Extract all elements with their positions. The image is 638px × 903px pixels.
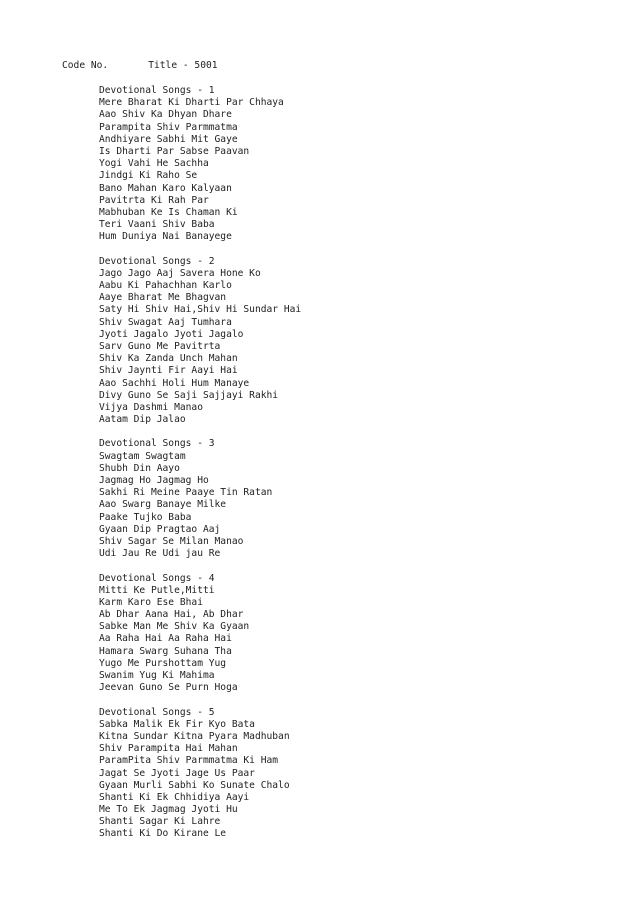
song-title: Shiv Parampita Hai Mahan xyxy=(99,743,238,755)
song-title: Aao Swarg Banaye Milke xyxy=(99,499,227,511)
title-label: Title - 5001 xyxy=(148,60,218,71)
song-title: Vijya Dashmi Manao xyxy=(99,401,203,413)
song-title: Karm Karo Ese Bhai xyxy=(99,596,203,608)
song-title: Ab Dhar Aana Hai, Ab Dhar xyxy=(99,609,244,621)
song-title: Teri Vaani Shiv Baba xyxy=(99,219,215,231)
song-title: Aatam Dip Jalao xyxy=(99,414,186,426)
song-section xyxy=(99,573,619,695)
song-section xyxy=(99,707,619,841)
song-title: Yugo Me Purshottam Yug xyxy=(99,657,227,669)
song-title: Shanti Sagar Ki Lahre xyxy=(99,816,221,828)
section-heading: Devotional Songs - 4 xyxy=(99,572,215,584)
song-title: Mabhuban Ke Is Chaman Ki xyxy=(99,206,238,218)
song-title: Aao Shiv Ka Dhyan Dhare xyxy=(99,109,232,121)
song-title: Gyaan Dip Pragtao Aaj xyxy=(99,523,221,535)
song-title: Saty Hi Shiv Hai,Shiv Hi Sundar Hai xyxy=(99,304,302,316)
song-title: Swanim Yug Ki Mahima xyxy=(99,670,215,681)
song-title: Mere Bharat Ki Dharti Par Chhaya xyxy=(99,97,284,109)
song-title: Pavitrta Ki Rah Par xyxy=(99,194,209,206)
song-title: Parampita Shiv Parmmatma xyxy=(99,121,238,133)
document-header xyxy=(62,60,218,72)
song-title: Yogi Vahi He Sachha xyxy=(99,158,209,170)
song-list xyxy=(99,85,619,853)
song-title: Aabu Ki Pahachhan Karlo xyxy=(99,280,232,291)
song-title: Shanti Ki Do Kirane Le xyxy=(99,828,227,840)
song-title: Aa Raha Hai Aa Raha Hai xyxy=(99,633,232,645)
song-title: Jyoti Jagalo Jyoti Jagalo xyxy=(99,328,244,340)
song-title: Shiv Jaynti Fir Aayi Hai xyxy=(99,365,238,377)
song-title: Bano Mahan Karo Kalyaan xyxy=(99,182,232,194)
song-title: Swagtam Swagtam xyxy=(99,450,186,462)
song-title: Jago Jago Aaj Savera Hone Ko xyxy=(99,267,261,279)
song-title: Aaye Bharat Me Bhagvan xyxy=(99,292,227,304)
song-title: Divy Guno Se Saji Sajjayi Rakhi xyxy=(99,389,279,401)
section-heading: Devotional Songs - 1 xyxy=(99,85,215,96)
song-title: Shiv Sagar Se Milan Manao xyxy=(99,535,244,547)
song-title: Jindgi Ki Raho Se xyxy=(99,170,198,182)
section-heading: Devotional Songs - 5 xyxy=(99,706,215,718)
song-section xyxy=(99,256,619,427)
song-title: Me To Ek Jagmag Jyoti Hu xyxy=(99,804,238,816)
song-title: ParamPita Shiv Parmmatma Ki Ham xyxy=(99,755,279,767)
song-title: Hum Duniya Nai Banayege xyxy=(99,231,232,243)
song-title: Shanti Ki Ek Chhidiya Aayi xyxy=(99,791,250,803)
song-title: Udi Jau Re Udi jau Re xyxy=(99,548,221,560)
song-title: Aao Sachhi Holi Hum Manaye xyxy=(99,377,250,389)
song-section xyxy=(99,438,619,560)
song-title: Jagat Se Jyoti Jage Us Paar xyxy=(99,767,255,779)
song-title: Hamara Swarg Suhana Tha xyxy=(99,645,232,657)
song-title: Shiv Swagat Aaj Tumhara xyxy=(99,316,232,328)
song-title: Shiv Ka Zanda Unch Mahan xyxy=(99,353,238,365)
code-number-label: Code No. xyxy=(62,60,109,71)
song-title: Sabke Man Me Shiv Ka Gyaan xyxy=(99,621,250,633)
song-title: Shubh Din Aayo xyxy=(99,462,180,474)
song-title: Kitna Sundar Kitna Pyara Madhuban xyxy=(99,730,290,742)
song-section xyxy=(99,85,619,243)
song-title: Sakhi Ri Meine Paaye Tin Ratan xyxy=(99,487,273,499)
section-heading: Devotional Songs - 2 xyxy=(99,255,215,267)
song-title: Jeevan Guno Se Purn Hoga xyxy=(99,682,238,694)
song-title: Sarv Guno Me Pavitrta xyxy=(99,340,221,352)
song-title: Jagmag Ho Jagmag Ho xyxy=(99,475,209,486)
section-heading: Devotional Songs - 3 xyxy=(99,438,215,450)
song-title: Andhiyare Sabhi Mit Gaye xyxy=(99,133,238,145)
song-title: Paake Tujko Baba xyxy=(99,511,192,523)
song-title: Sabka Malik Ek Fir Kyo Bata xyxy=(99,718,255,730)
song-title: Gyaan Murli Sabhi Ko Sunate Chalo xyxy=(99,779,290,791)
song-title: Is Dharti Par Sabse Paavan xyxy=(99,145,250,157)
song-title: Mitti Ke Putle,Mitti xyxy=(99,584,215,596)
